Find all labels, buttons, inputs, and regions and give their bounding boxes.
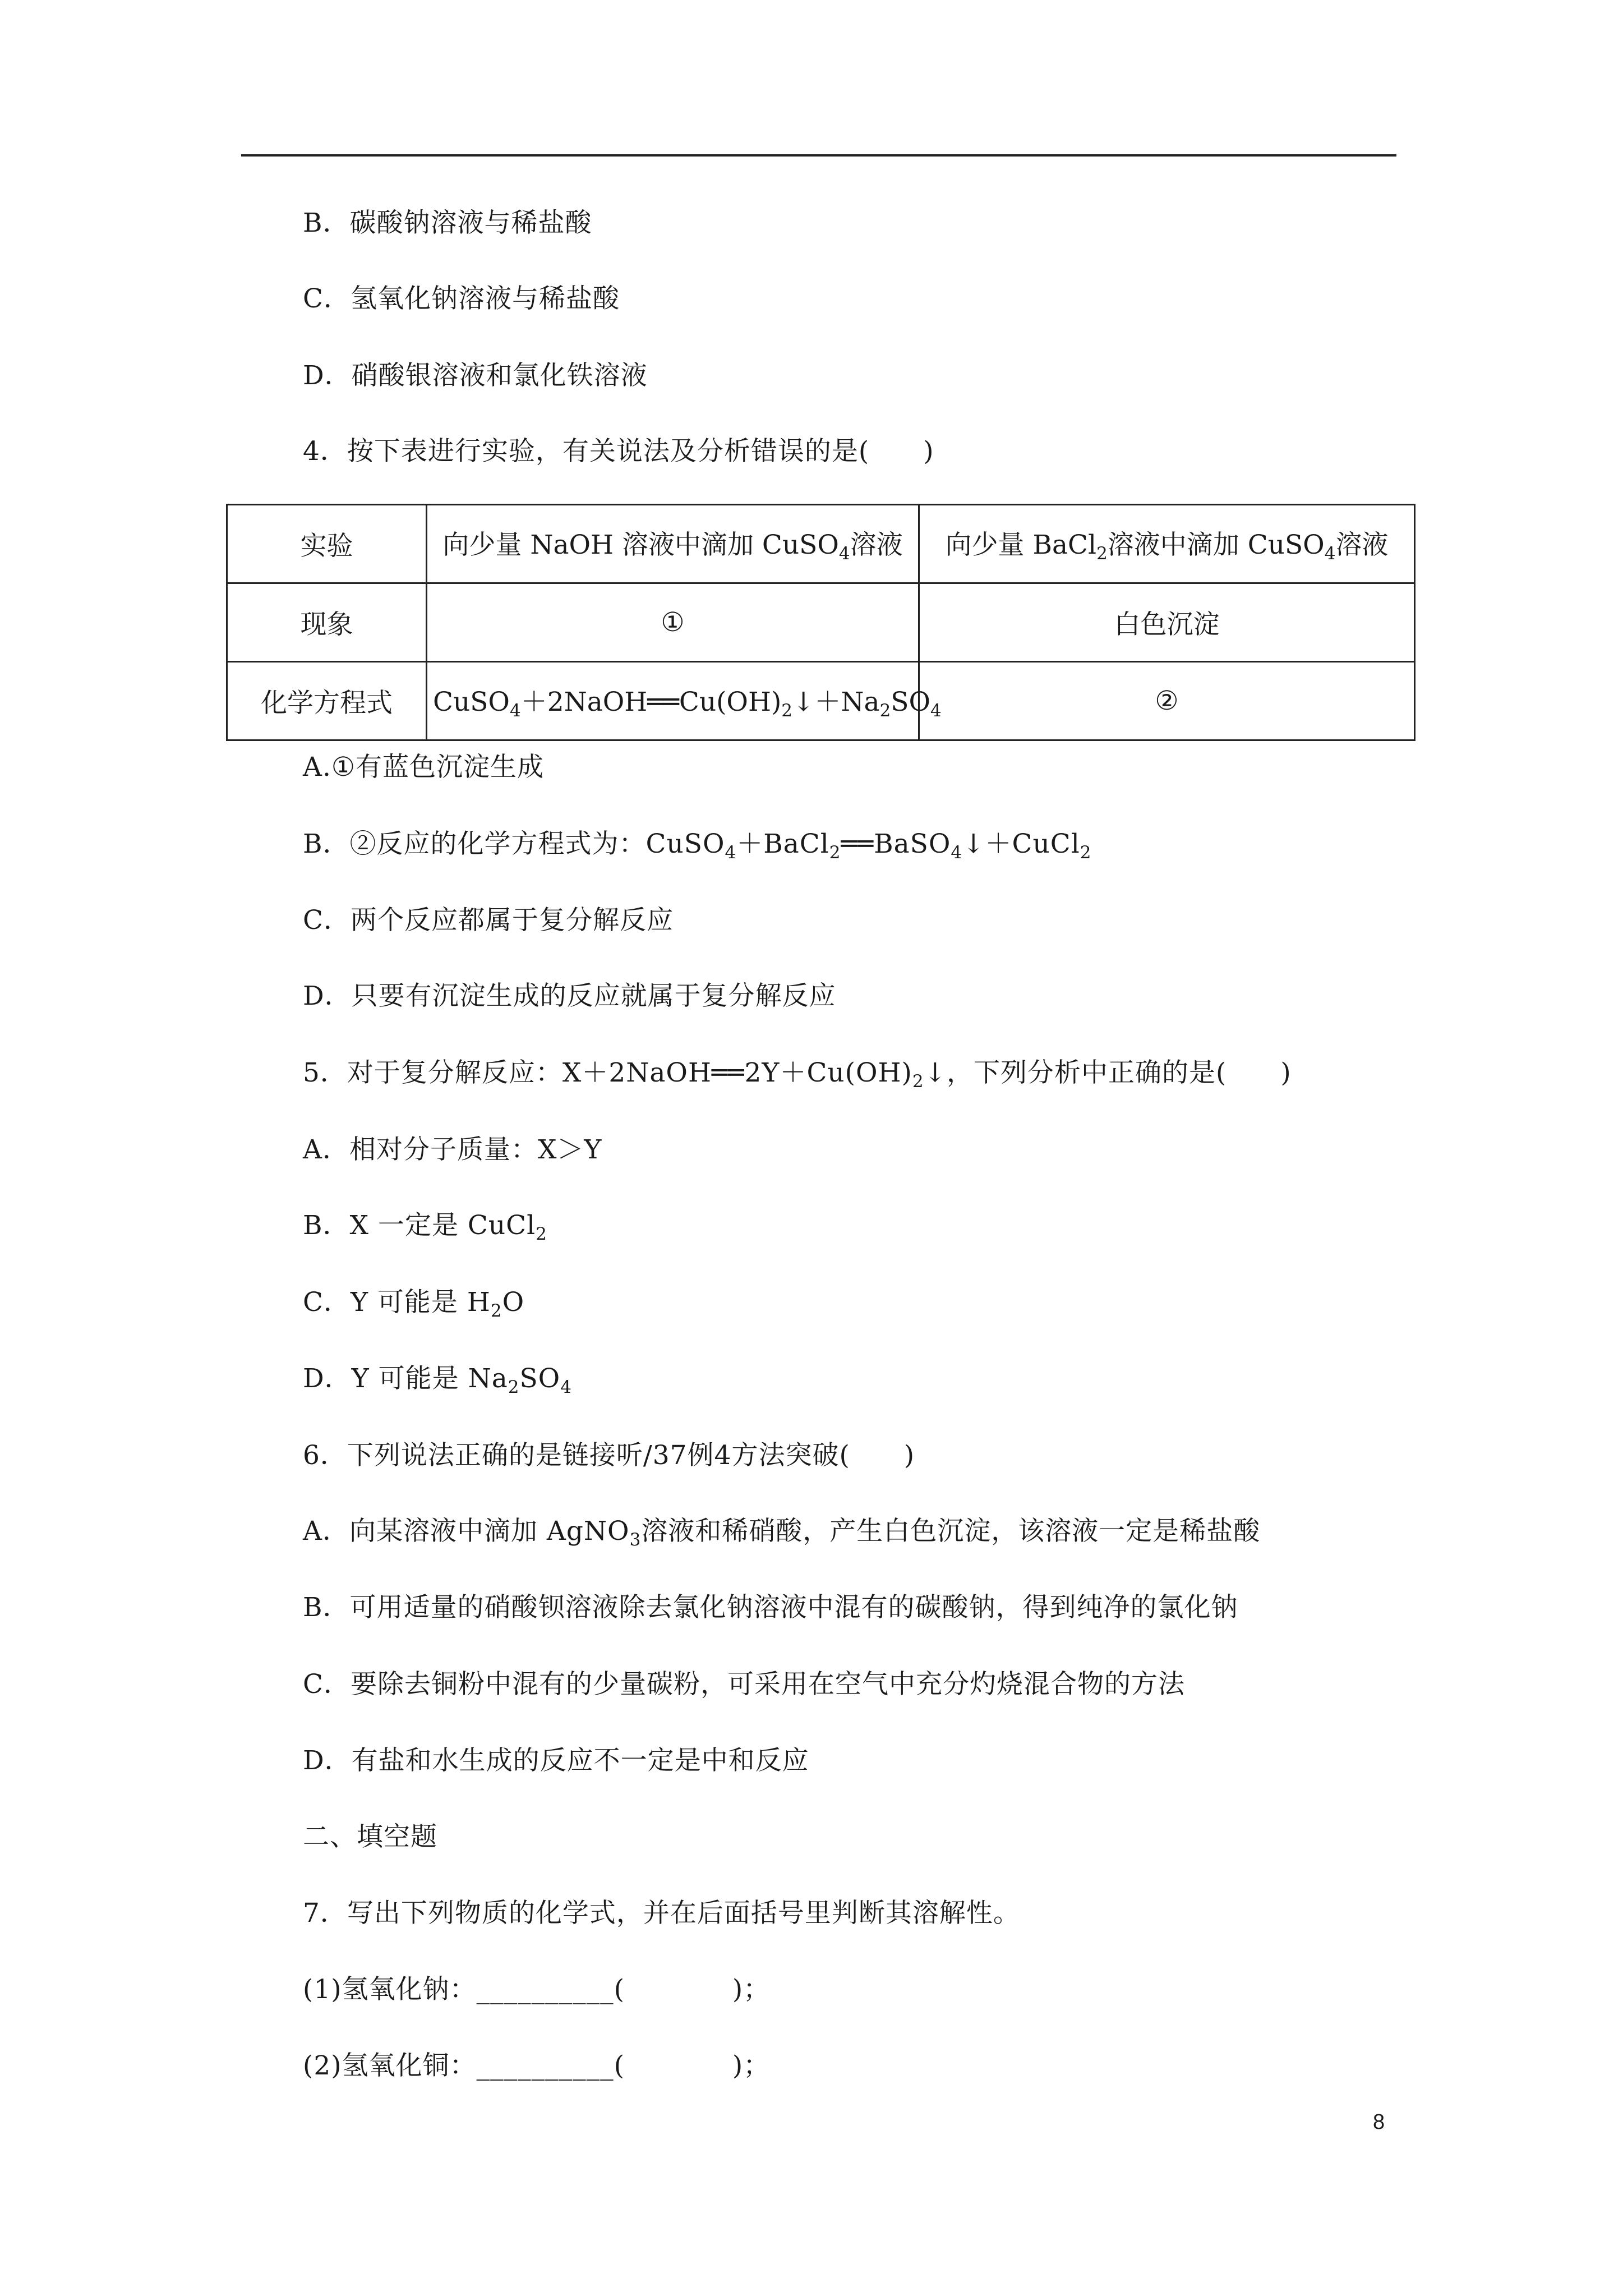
q5-stem: 5．对于复分解反应：$X+2NaOH══2Y+Cu(OH)_2↓$，下列分析中正确的是( ) bbox=[303, 1057, 1292, 1092]
table-cell: ② bbox=[919, 662, 1415, 740]
q4-option-c: C．两个反应都属于复分解反应 bbox=[303, 905, 674, 936]
q4-option-a: A.①有蓝色沉淀生成 bbox=[303, 752, 545, 783]
page-number: 8 bbox=[1373, 2110, 1385, 2134]
table-row bbox=[227, 662, 1415, 740]
q7-stem: 7．写出下列物质的化学式，并在后面括号里判断其溶解性。 bbox=[303, 1898, 1020, 1929]
q6-option-d: D．有盐和水生成的反应不一定是中和反应 bbox=[303, 1745, 809, 1776]
header-rule bbox=[241, 154, 1396, 157]
table-cell: 白色沉淀 bbox=[919, 583, 1415, 662]
q3-option-b: B．碳酸钠溶液与稀盐酸 bbox=[303, 208, 592, 238]
q7-item-1: (1)氢氧化钠：__________( )； bbox=[303, 1974, 771, 2005]
q6-option-a: A．向某溶液中滴加 AgNO$_3$溶液和稀硝酸，产生白色沉淀，该溶液一定是稀盐酸 bbox=[303, 1516, 1261, 1550]
table-cell: $CuSO_4+2NaOH══Cu(OH)_2↓+Na_2SO_4$ bbox=[427, 662, 919, 740]
q4-option-d: D．只要有沉淀生成的反应就属于复分解反应 bbox=[303, 981, 836, 1011]
q6-option-c: C．要除去铜粉中混有的少量碳粉，可采用在空气中充分灼烧混合物的方法 bbox=[303, 1669, 1185, 1700]
table-cell: 向少量 NaOH 溶液中滴加 CuSO$_4$溶液 bbox=[427, 505, 919, 583]
q3-option-c: C．氢氧化钠溶液与稀盐酸 bbox=[303, 283, 620, 314]
q5-option-c: C．Y 可能是 $H_2O$ bbox=[303, 1287, 525, 1321]
q5-option-d: D．Y 可能是 $Na_2SO_4$ bbox=[303, 1363, 572, 1397]
experiment-table bbox=[226, 504, 1415, 741]
q4-option-b: B．②反应的化学方程式为：CuSO$_4$＋BaCl$_2$══BaSO$_4$↓＋CuCl$_2$ bbox=[303, 829, 1092, 863]
table-row bbox=[227, 505, 1415, 583]
q7-item-2: (2)氢氧化铜：__________( )； bbox=[303, 2050, 771, 2081]
q5-option-a: A．相对分子质量：X＞Y bbox=[303, 1134, 602, 1165]
q5-option-b: B．X 一定是 CuCl$_2$ bbox=[303, 1210, 547, 1244]
table-cell: 实验 bbox=[227, 505, 427, 583]
table-cell: 现象 bbox=[227, 583, 427, 662]
q4-stem: 4．按下表进行实验，有关说法及分析错误的是( ) bbox=[303, 436, 934, 467]
table-cell: 向少量 BaCl$_2$溶液中滴加 CuSO$_4$溶液 bbox=[919, 505, 1415, 583]
table-cell: ① bbox=[427, 583, 919, 662]
q6-stem: 6．下列说法正确的是链接听/37例4方法突破( ) bbox=[303, 1440, 915, 1471]
q6-option-b: B．可用适量的硝酸钡溶液除去氯化钠溶液中混有的碳酸钠，得到纯净的氯化钠 bbox=[303, 1592, 1238, 1623]
table-cell: 化学方程式 bbox=[227, 662, 427, 740]
section-heading: 二、填空题 bbox=[303, 1821, 437, 1852]
q3-option-d: D．硝酸银溶液和氯化铁溶液 bbox=[303, 360, 648, 391]
table-row bbox=[227, 583, 1415, 662]
